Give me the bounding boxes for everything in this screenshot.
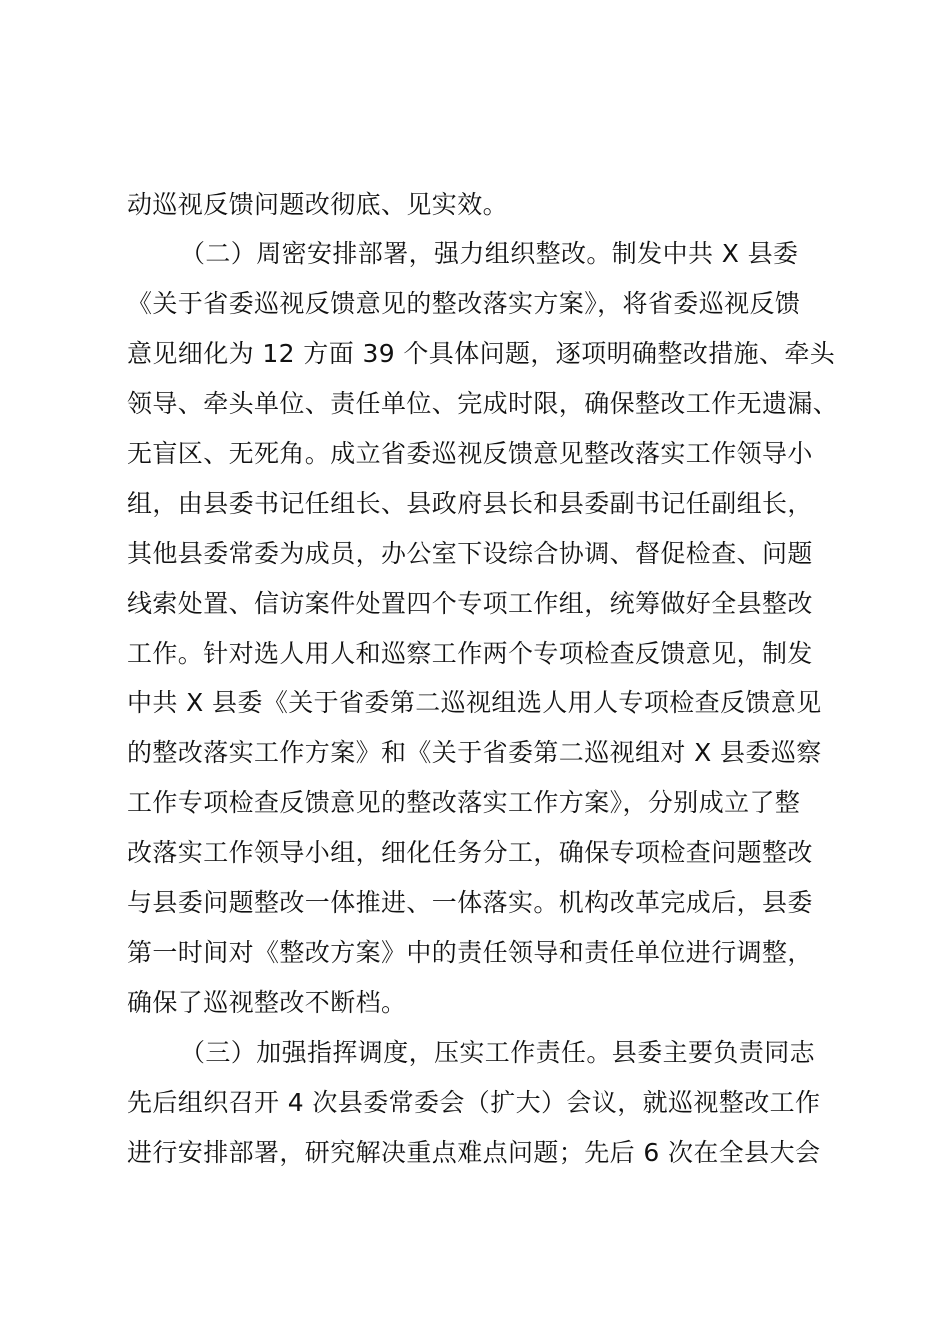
text-line: 确保了巡视整改不断档。 xyxy=(127,988,407,1017)
text-line: 改落实工作领导小组，细化任务分工，确保专项检查问题整改 xyxy=(127,838,813,867)
text-line: 组，由县委书记任组长、县政府县长和县委副书记任副组长， xyxy=(127,489,813,518)
text-line: 领导、牵头单位、责任单位、完成时限，确保整改工作无遗漏、 xyxy=(127,389,839,418)
text-line: 工作专项检查反馈意见的整改落实工作方案》，分别成立了整 xyxy=(127,788,801,817)
text-line: 的整改落实工作方案》和《关于省委第二巡视组对 X 县委巡察 xyxy=(127,738,822,767)
text-line-section-heading: （二）周密安排部署，强力组织整改。制发中共 X 县委 xyxy=(180,239,799,268)
text-line: 其他县委常委为成员，办公室下设综合协调、督促检查、问题 xyxy=(127,539,813,568)
text-line: 动巡视反馈问题改彻底、见实效。 xyxy=(127,190,509,219)
text-line: 《关于省委巡视反馈意见的整改落实方案》，将省委巡视反馈 xyxy=(127,289,801,318)
text-line: 意见细化为 12 方面 39 个具体问题，逐项明确整改措施、牵头 xyxy=(127,339,836,368)
text-line-section-heading: （三）加强指挥调度，压实工作责任。县委主要负责同志 xyxy=(180,1038,816,1067)
text-line: 中共 X 县委《关于省委第二巡视组选人用人专项检查反馈意见 xyxy=(127,688,822,717)
text-line: 工作。针对选人用人和巡察工作两个专项检查反馈意见，制发 xyxy=(127,639,813,668)
text-line: 无盲区、无死角。成立省委巡视反馈意见整改落实工作领导小 xyxy=(127,439,813,468)
text-line: 第一时间对《整改方案》中的责任领导和责任单位进行调整， xyxy=(127,938,813,967)
text-line: 进行安排部署，研究解决重点难点问题；先后 6 次在全县大会 xyxy=(127,1138,821,1167)
text-line: 与县委问题整改一体推进、一体落实。机构改革完成后，县委 xyxy=(127,888,813,917)
text-line: 先后组织召开 4 次县委常委会（扩大）会议，就巡视整改工作 xyxy=(127,1088,821,1117)
text-line: 线索处置、信访案件处置四个专项工作组，统筹做好全县整改 xyxy=(127,589,813,618)
